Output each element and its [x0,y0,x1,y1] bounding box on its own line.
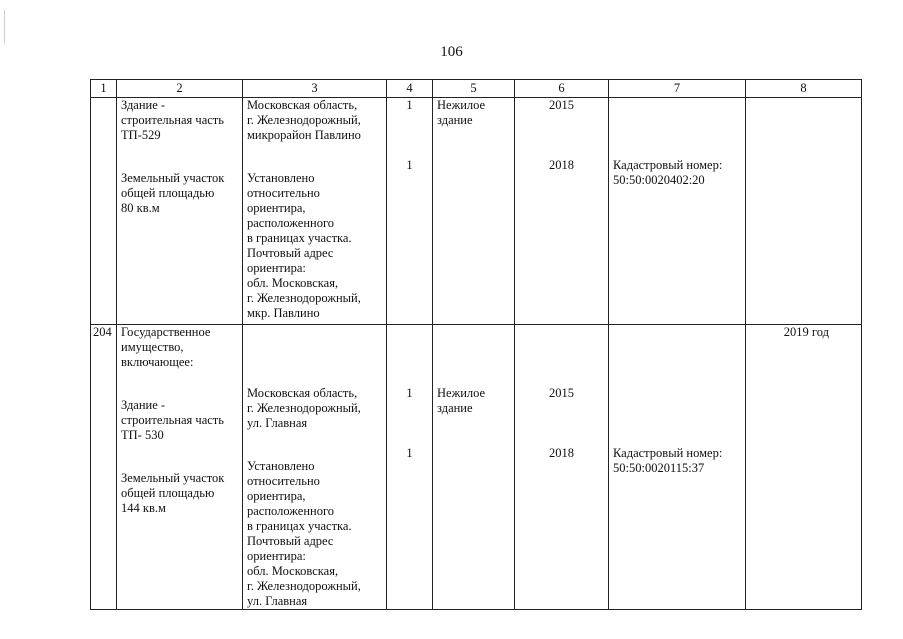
object-location: Установлено относительно ориентира, расположенного в границах участка. Почтовый адрес ориентира: обл. Московская, г. Железнодорожный, мкр. Павлино [247,171,361,320]
column-header: 6 [515,80,609,98]
column-number-row [91,80,862,98]
column-header: 1 [91,80,117,98]
period-cell [746,98,862,325]
object-year: 2018 [549,158,574,172]
object-note: Кадастровый номер: 50:50:0020402:20 [613,158,723,187]
object-year: 2015 [549,386,574,400]
object-note [613,386,741,446]
object-name: Земельный участок общей площадью 144 кв.м [121,471,225,515]
column-header: 8 [746,80,862,98]
column-header: 2 [117,80,243,98]
object-type: Нежилое здание [437,98,486,127]
object-type: Нежилое здание [437,386,486,415]
column-header: 4 [387,80,433,98]
note-cell [609,98,746,325]
object-quantity: 1 [406,386,413,400]
column-header: 5 [433,80,515,98]
object-quantity: 1 [406,158,413,172]
year-cell [515,98,609,325]
group-header: Государственное имущество, включающее: [121,325,211,369]
object-year: 2015 [549,98,574,112]
scan-edge-mark [4,10,5,44]
row-number-cell: 204 [91,325,117,610]
period-cell: 2019 год [746,325,862,610]
table-row [91,325,862,610]
column-header: 7 [609,80,746,98]
type-cell [433,325,515,610]
object-note [613,98,741,158]
note-cell [609,325,746,610]
column-header: 3 [243,80,387,98]
property-table [90,79,862,610]
object-name: Земельный участок общей площадью 80 кв.м [121,171,225,215]
object-location: Установлено относительно ориентира, расположенного в границах участка. Почтовый адрес ориентира: обл. Московская, г. Железнодорожный, ул. Главная [247,459,361,608]
object-name: Здание - строительная часть ТП- 530 [121,398,224,442]
object-name-cell [117,325,243,610]
object-year: 2018 [549,446,574,460]
quantity-cell [387,325,433,610]
page-number: 106 [440,44,463,60]
year-cell [515,325,609,610]
object-quantity: 1 [406,98,413,112]
location-cell [243,98,387,325]
object-quantity: 1 [406,446,413,460]
quantity-cell [387,98,433,325]
object-name-cell [117,98,243,325]
object-note: Кадастровый номер: 50:50:0020115:37 [613,446,723,475]
object-location: Московская область, г. Железнодорожный, микрорайон Павлино [247,98,361,142]
row-number-cell [91,98,117,325]
object-name: Здание - строительная часть ТП-529 [121,98,224,142]
type-cell [433,98,515,325]
location-cell [243,325,387,610]
object-location: Московская область, г. Железнодорожный, ул. Главная [247,386,361,430]
table-row [91,98,862,325]
